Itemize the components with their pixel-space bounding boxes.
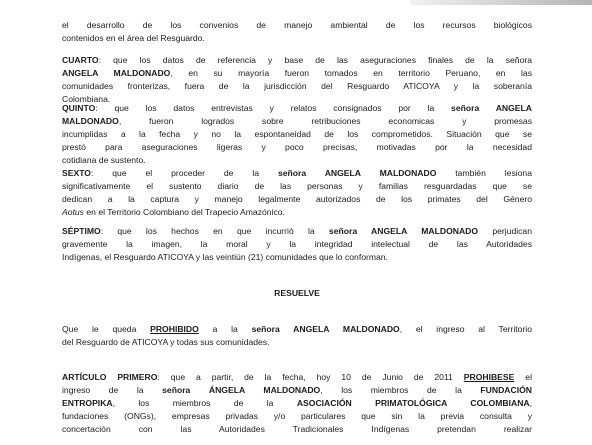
paragraph-prohibido (62, 323, 532, 349)
cuarto-text: , en su mayoría fueron tomados en territorio Peruano, en las (170, 68, 532, 78)
paragraph-cuarto (62, 54, 532, 106)
prohibese-word: PROHIBESE (463, 372, 515, 382)
sexto-line-2: significativamente el sustento diario de las personas y familias resguardadas que se (62, 181, 532, 191)
septimo-name: señora ANGELA MALDONADO (328, 226, 479, 236)
quinto-text: : que los datos entrevistas y relatos consignados por la (95, 103, 452, 113)
septimo-line-3: Indígenas, el Resguardo ATICOYA y las veintiún (21) comunidades que lo conforman. (62, 252, 388, 262)
prohibido-word: PROHIBIDO (150, 324, 199, 334)
articulo-text: ingreso de la (62, 385, 163, 395)
prohibido-line-1 (62, 323, 532, 336)
sexto-line-3: dedican a la captura y manejo legalmente autorizados de los primates del Género (62, 194, 532, 204)
sexto-genus: Aotus (62, 207, 84, 217)
septimo-text: : que los hechos en que incurrió la (100, 226, 329, 236)
cuarto-name: ANGELA MALDONADO (62, 68, 171, 78)
articulo-line-2 (62, 384, 532, 397)
sexto-heading: SEXTO (62, 168, 91, 178)
articulo-org: FUNDACIÓN (480, 385, 532, 395)
articulo-line-3 (62, 397, 532, 410)
sexto-line-1 (62, 167, 532, 180)
paragraph-sexto (62, 167, 532, 219)
articulo-org: ENTROPIKA (62, 398, 113, 408)
intro-line-2: contenidos en el área del Resguardo. (62, 33, 205, 43)
prohibido-text: , el ingreso al Territorio (399, 324, 532, 334)
paragraph-quinto (62, 102, 532, 167)
cuarto-line-4: Colombiana. (62, 94, 111, 104)
articulo-text: , (529, 398, 532, 408)
articulo-name: señora ÁNGELA MALDONADO (162, 385, 321, 395)
paragraph-articulo-primero (62, 371, 532, 436)
prohibido-text: Que le queda (62, 324, 151, 334)
quinto-text: , fueron logrados sobre retribuciones economicas y promesas (118, 116, 532, 126)
quinto-name: MALDONADO (62, 116, 119, 126)
articulo-assoc: ASOCIACIÓN PRIMATOLÓGICA COLOMBIANA (296, 398, 530, 408)
cuarto-line-1 (62, 54, 532, 67)
resuelve-heading: RESUELVE (274, 288, 320, 298)
articulo-line-1 (62, 371, 532, 384)
septimo-text: perjudican (478, 226, 532, 236)
cuarto-text: : que los datos de referencia y base de las aseguraciones finales de la señora (98, 55, 532, 65)
cuarto-line-2 (62, 67, 532, 80)
articulo-text: , los miembros de la (112, 398, 297, 408)
section-resuelve (62, 287, 532, 300)
cuarto-line-3: comunidades fronterizas, fuera de la jurisdicción del Resguardo ATICOYA y la soberanía (62, 81, 532, 91)
septimo-line-2: gravemente la imagen, la moral y la integridad intelectual de las Autoridades (62, 239, 532, 249)
quinto-line-5: cotidiana de sustento. (62, 155, 146, 165)
prohibido-name: señora ANGELA MALDONADO (251, 324, 400, 334)
articulo-text: el (514, 372, 532, 382)
sexto-line-4 (62, 206, 532, 219)
quinto-line-1 (62, 102, 532, 115)
quinto-name: señora ANGELA (451, 103, 532, 113)
paragraph-intro (62, 19, 532, 45)
sexto-text: en el Territorio Colombiano del Trapecio Amazónico. (83, 207, 285, 217)
sexto-text: también lesiona (436, 168, 532, 178)
sexto-name: señora ANGELA MALDONADO (277, 168, 437, 178)
sexto-text: : que el proceder de la (90, 168, 278, 178)
quinto-line-4: prestó para aseguraciones ligeras y poco precisas, motivadas por la necesidad (62, 142, 532, 152)
quinto-heading: QUINTO (62, 103, 96, 113)
scan-header-mark (410, 0, 592, 5)
intro-line-1: el desarrollo de los convenios de manejo ambiental de los recursos biológicos (62, 20, 532, 30)
quinto-line-3: incumplidas a la fecha y no la espontaneidad de los comprometidos. Situación que se (62, 129, 532, 139)
articulo-text: : que a partir, de la fecha, hoy 10 de Junio de 2011 (157, 372, 464, 382)
articulo-text: , los miembros de la (320, 385, 481, 395)
articulo-line-4: fundaciones (ONGs), empresas privadas y/o particulares que sin la previa consulta y (62, 411, 532, 421)
paragraph-septimo (62, 225, 532, 264)
septimo-line-1 (62, 225, 532, 238)
articulo-heading: ARTÍCULO PRIMERO (62, 372, 158, 382)
prohibido-line-2: del Resguardo de ATICOYA y todas sus comunidades. (62, 337, 270, 347)
septimo-heading: SÉPTIMO (62, 226, 101, 236)
quinto-line-2 (62, 115, 532, 128)
prohibido-text: a la (198, 324, 252, 334)
articulo-line-5: concertación con las Autoridades Tradicionales Indígenas pretendan realizar (62, 424, 532, 434)
cuarto-heading: CUARTO (62, 55, 99, 65)
